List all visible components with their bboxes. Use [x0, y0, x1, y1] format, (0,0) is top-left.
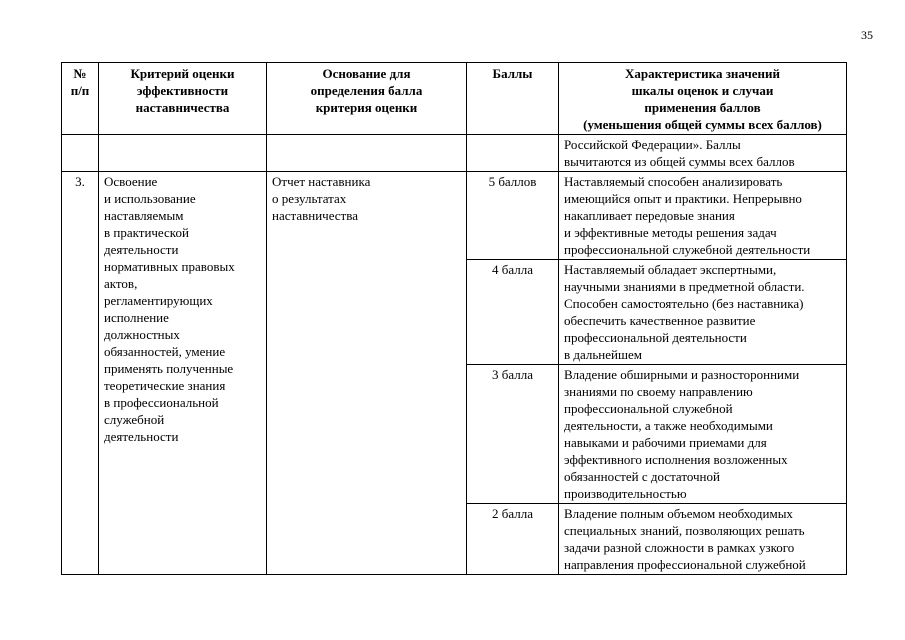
score-points: 5 баллов	[467, 172, 559, 260]
score-points: 4 балла	[467, 260, 559, 365]
criteria-table	[61, 62, 847, 575]
continuation-criterion-cell	[99, 135, 267, 172]
score-description: Наставляемый обладает экспертными, научными знаниями в предметной области. Способен самостоятельно (без наставника) обеспечить качественное развитие профессиональной деятельности в дальнейшем	[559, 260, 847, 365]
header-points: Баллы	[467, 63, 559, 135]
header-criterion: Критерий оценки эффективности наставничества	[99, 63, 267, 135]
row-number: 3.	[62, 172, 99, 575]
header-basis: Основание для определения балла критерия оценки	[267, 63, 467, 135]
header-characteristic: Характеристика значений шкалы оценок и случаи применения баллов (уменьшения общей суммы всех баллов)	[559, 63, 847, 135]
score-description: Владение обширными и разносторонними знаниями по своему направлению профессиональной служебной деятельности, а также необходимыми навыками и рабочими приемами для эффективного исполнения возложенных обязанностей с достаточной производительностью	[559, 365, 847, 504]
table-header-row	[62, 63, 847, 135]
score-points: 2 балла	[467, 504, 559, 575]
score-points: 3 балла	[467, 365, 559, 504]
continuation-num-cell	[62, 135, 99, 172]
header-number: № п/п	[62, 63, 99, 135]
score-description: Наставляемый способен анализировать имеющийся опыт и практики. Непрерывно накапливает передовые знания и эффективные методы решения задач профессиональной служебной деятельности	[559, 172, 847, 260]
basis-text: Отчет наставника о результатах наставничества	[267, 172, 467, 575]
continuation-basis-cell	[267, 135, 467, 172]
continuation-text: Российской Федерации». Баллы вычитаются из общей суммы всех баллов	[559, 135, 847, 172]
score-description: Владение полным объемом необходимых специальных знаний, позволяющих решать задачи разной сложности в рамках узкого направления профессиональной служебной	[559, 504, 847, 575]
criterion-text: Освоение и использование наставляемым в практической деятельности нормативных правовых актов, регламентирующих исполнение должностных обязанностей, умение применять полученные теоретические знания в профессиональной служебной деятельности	[99, 172, 267, 575]
page-number: 35	[861, 28, 873, 42]
table-row	[62, 172, 847, 260]
continuation-points-cell	[467, 135, 559, 172]
continuation-row	[62, 135, 847, 172]
